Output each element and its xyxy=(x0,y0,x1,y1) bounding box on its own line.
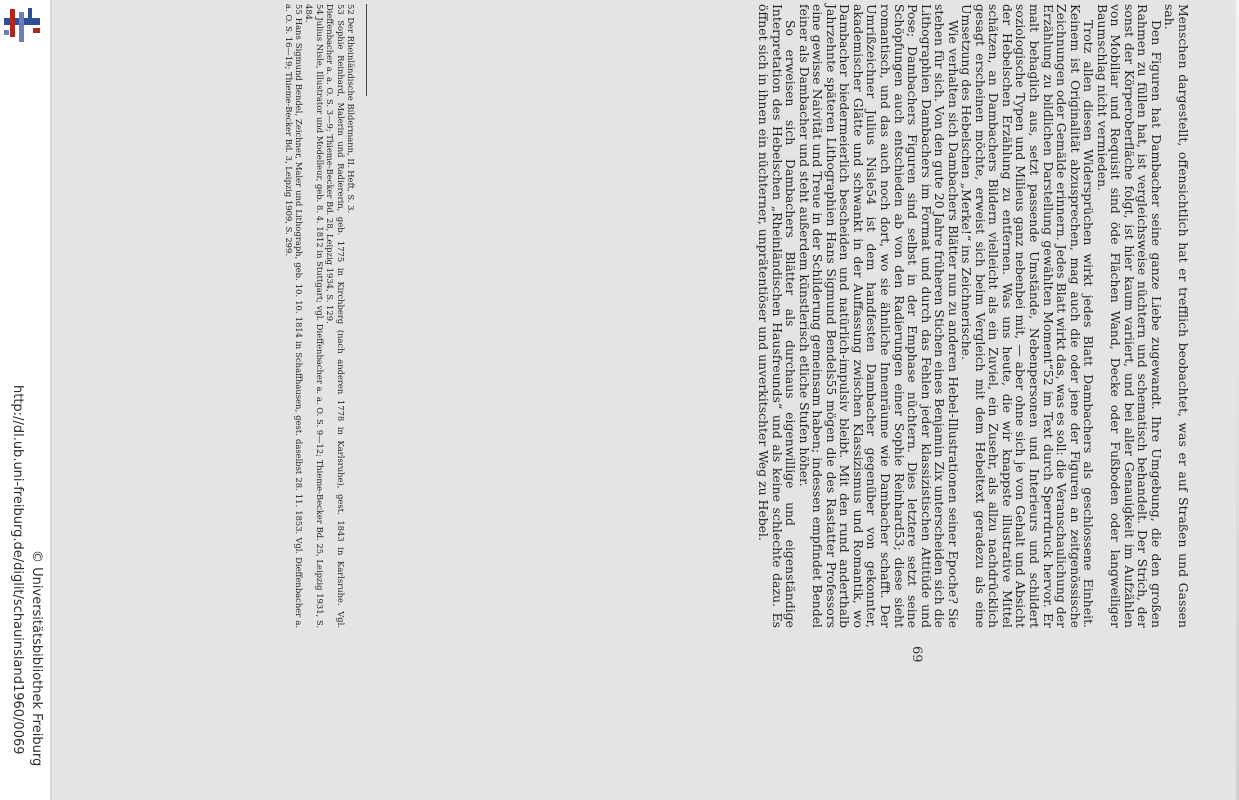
scanned-page xyxy=(52,0,1239,800)
footnote: 52 Der Rheinländische Bildermann, II. Heft, S. 3. xyxy=(346,4,356,214)
page-content xyxy=(283,4,1191,628)
paragraph: Trotz allen diesen Widersprüchen wirkt jedes Blatt Dambachers als geschlossene Einheit. Keinem ist Originalität abzusprechen, mag auch die oder jene der Figuren an zeitgenössische Zeichnungen oder Gemälde erinnern. Jedes Blatt wirkt das, was es soll: die Veranschaulichung der Erzählung zu bildlichen Darstellung gewählten Moment“52 im Text durch Sperrdruck hervor. Er malt behaglich aus, setzt passende Umstände, Nebenpersonen und Interieurs und schildert soziologische Typen und Milieus ganz nebenbei mit, — aber ohne sich je von Gehalt und Absicht der Hebelschen Erzählung zu entfernen. Was uns heute, die wir knappste illustrative Mittel schätzen, an Dambachers Bildern vielleicht als ein Zuviel, ein Zusehr, als allzu nachdrücklich gesagt erscheinen möchte, erweist sich beim Vergleich mit dem Hebeltext geradezu als eine Umsetzung des Hebelschen „Merke!“ ins Zeichnerische. xyxy=(959,4,1097,628)
paragraph: So erweisen sich Dambachers Blätter als durchaus eigenwillige und eigenständige Interpretation des Hebelschen „Rheinländischen Hausfreunds“ und als keine schlechte dazu. Es öffnet sich in ihnen ein nüchterner, unprätentiöser und unverkitschter Weg zu Hebel. xyxy=(756,4,799,628)
permalink-url[interactable]: http://dl.ub.uni-freiburg.de/diglit/schauinsland1960/0069 xyxy=(10,385,25,755)
footnote: 55 Hans Sigmund Bendel, Zeichner, Maler und Lithograph, geb. 10. 10. 1814 in Schaffhausen, gest. daselbst 28. 11. 1853. Vgl. Dieffenbacher a. a. O. S. 16—19; Thieme-Becker Bd. 3, Leipzig 1909, S. 299. xyxy=(283,4,304,628)
sidebar xyxy=(0,0,50,800)
body-text xyxy=(757,4,1191,628)
paragraph: Den Figuren hat Dambacher seine ganze Liebe zugewandt. Ihre Umgebung, die den großen Rahmen zu füllen hat, ist vergleichsweise nüchtern und schematisch behandelt. Der Strich, der sonst der Körperoberfläche folgt, ist hier kaum variiert, und bei aller Genauigkeit im Aufzählen von Mobiliar und Requisit sind öde Flächen Wand, Decke oder Fußboden oder langweiliger Baumschlag nicht vermieden. xyxy=(1094,4,1164,628)
copyright-notice: © Universitätsbibliothek Freiburg xyxy=(29,550,44,767)
ub-freiburg-logo-icon xyxy=(2,6,42,46)
footnotes xyxy=(283,4,356,628)
page-number: 69 xyxy=(909,646,924,663)
footnote-divider xyxy=(366,4,367,96)
paragraph: Menschen dargestellt, offensichtlich hat er trefflich beobachtet, was er auf Straßen und Gassen sah. xyxy=(1162,4,1191,628)
paragraph: Wie verhalten sich Dambachers Blätter nun zu anderen Hebel-Illustrationen seiner Epoche? Sie stehen für sich. Von den gute 20 Jahre früheren Stichen eines Benjamin Zix unterscheiden sich die Lithographien Dambachers im Format und durch das Fehlen jeder klassizistischen Attitüde und Pose; Dambachers Figuren sind selbst in der Emphase nüchtern. Dies letztere setzt seine Schöpfungen auch entschieden ab von den Radierungen einer Sophie Reinhard53; diese sieht romantisch, und das auch noch dort, wo sie ähnliche Innenräume wie Dambacher schafft. Der Umrißzeichner Julius Nisle54 ist dem handfesten Dambacher gegenüber von gekonnter, akademischer Glätte und schwankt in der Auffassung zwischen Klassizismus und Romantik, wo Dambacher biedermeierlich bescheiden und natürlich-impulsiv bleibt. Mit den rund anderthalb Jahrzehnte späteren Lithographien Hans Sigmund Bendels55 mögen die des Rastatter Professors eine gewisse Naivität und Treue in der Schilderung gemeinsam haben; indessen empfindet Bendel feiner als Dambacher und steht außerdem künstlerisch etliche Stufen höher. xyxy=(796,4,961,628)
footnote: 53 Sophie Reinhard, Malerin und Radiererin, geb. 1775 in Kirchberg (nach anderen 1778 in Karlsruhe), gest. 1843 in Karlsruhe. Vgl. Dieffenbacher a. a. O. S. 3—9; Thieme-Becker Bd. 28, Leipzig 1934, S. 129. xyxy=(325,4,346,628)
footnote: 54 Julius Nisle, Illustrator und Modelleur, geb. 8. 4. 1812 in Stuttgart; vgl. Dieffenbacher a. a. O. S. 9—12; Thieme-Becker Bd. 25, Leipzig 1931, S. 484. xyxy=(304,4,325,628)
